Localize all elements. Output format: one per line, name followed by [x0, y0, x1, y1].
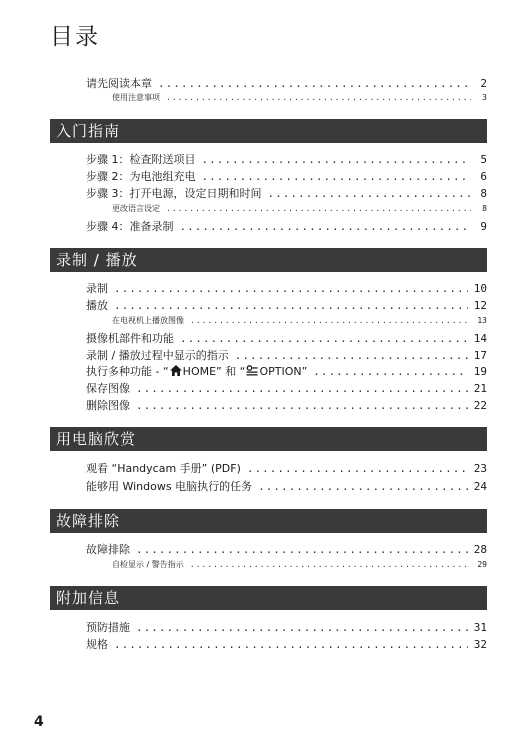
toc-entry-page: 21 — [473, 382, 487, 395]
dot-leader — [114, 298, 468, 313]
dot-leader — [190, 315, 471, 326]
section-heading: 录制 / 播放 — [50, 248, 487, 272]
toc-entry-page: 6 — [480, 170, 487, 183]
toc-entry[interactable] — [86, 542, 487, 557]
toc-entry-label: 录制 / 播放过程中显示的指示 — [86, 349, 229, 362]
toc-entry-label: 自检显示 / 警告指示 — [112, 560, 184, 569]
dot-leader — [258, 479, 468, 494]
toc-entry-page: 9 — [480, 220, 487, 233]
toc-entry-label: 请先阅读本章 — [86, 77, 152, 90]
label-mid: ” 和 “ — [216, 365, 246, 378]
home-icon — [170, 365, 182, 380]
dot-leader — [180, 219, 472, 234]
toc-entry-page: 14 — [473, 332, 487, 345]
toc-entry-label: 播放 — [86, 299, 108, 312]
page-title: 目录 — [50, 24, 100, 50]
toc-entry-page: 8 — [480, 187, 487, 200]
toc-entry[interactable] — [86, 381, 487, 396]
dot-leader — [114, 637, 468, 652]
toc-entry[interactable] — [86, 461, 487, 476]
section-heading: 故障排除 — [50, 509, 487, 533]
toc-subentry[interactable] — [112, 315, 487, 326]
toc-entry-label — [86, 364, 307, 380]
toc-entry[interactable] — [86, 152, 487, 167]
toc-entry-label: 使用注意事项 — [112, 93, 160, 102]
dot-leader — [190, 559, 471, 570]
dot-leader — [180, 331, 468, 346]
section-heading: 用电脑欣赏 — [50, 427, 487, 451]
toc-entry-label: 在电视机上播放图像 — [112, 316, 184, 325]
toc-entry[interactable] — [86, 348, 487, 363]
dot-leader — [247, 461, 468, 476]
dot-leader — [202, 152, 472, 167]
toc-entry-page: 12 — [473, 299, 487, 312]
option-label: OPTION — [259, 365, 302, 378]
home-label: HOME — [182, 365, 217, 378]
dot-leader — [202, 169, 472, 184]
dot-leader — [114, 281, 468, 296]
dot-leader — [136, 398, 468, 413]
toc-entry-label: 删除图像 — [86, 399, 130, 412]
toc-entry[interactable] — [86, 298, 487, 313]
dot-leader — [158, 76, 471, 91]
toc-entry-label: 步骤 4：准备录制 — [86, 220, 174, 233]
toc-entry-label: 步骤 3：打开电源，设定日期和时间 — [86, 187, 262, 200]
toc-entry[interactable] — [86, 331, 487, 346]
toc-entry-label: 保存图像 — [86, 382, 130, 395]
toc-entry[interactable] — [86, 364, 487, 380]
toc-subentry[interactable] — [112, 203, 487, 214]
label-prefix: 执行多种功能 - “ — [86, 365, 169, 378]
toc-entry[interactable] — [86, 479, 487, 494]
toc-entry[interactable] — [86, 186, 487, 201]
toc-entry-label: 规格 — [86, 638, 108, 651]
toc-entry-page: 3 — [482, 93, 487, 102]
toc-entry-page: 8 — [482, 204, 487, 213]
dot-leader — [136, 381, 468, 396]
toc-entry-label: 预防措施 — [86, 621, 130, 634]
toc-entry-label: 观看 “Handycam 手册” (PDF) — [86, 462, 241, 475]
toc-entry[interactable] — [86, 398, 487, 413]
toc-entry-label: 步骤 2：为电池组充电 — [86, 170, 196, 183]
toc-subentry[interactable] — [112, 559, 487, 570]
section-heading: 入门指南 — [50, 119, 487, 143]
toc-entry-label: 更改语言设定 — [112, 204, 160, 213]
toc-entry[interactable] — [86, 637, 487, 652]
toc-entry-page: 5 — [480, 153, 487, 166]
toc-entry[interactable] — [86, 620, 487, 635]
toc-entry-page: 13 — [477, 316, 487, 325]
section-heading: 附加信息 — [50, 586, 487, 610]
toc-entry-label: 摄像机部件和功能 — [86, 332, 174, 345]
toc-entry-page: 22 — [473, 399, 487, 412]
toc-entry-page: 32 — [473, 638, 487, 651]
dot-leader — [136, 620, 468, 635]
dot-leader — [268, 186, 472, 201]
dot-leader — [166, 203, 471, 214]
toc-entry[interactable] — [86, 76, 487, 91]
toc-entry-page: 28 — [473, 543, 487, 556]
dot-leader — [313, 364, 467, 379]
toc-entry-page: 29 — [477, 560, 487, 569]
toc-entry-page: 17 — [473, 349, 487, 362]
toc-entry-label: 故障排除 — [86, 543, 130, 556]
toc-entry-label: 能够用 Windows 电脑执行的任务 — [86, 480, 253, 493]
toc-entry-page: 19 — [473, 365, 487, 378]
page-number: 4 — [34, 714, 44, 730]
toc-entry[interactable] — [86, 219, 487, 234]
toc-subentry[interactable] — [112, 92, 487, 103]
toc-entry[interactable] — [86, 281, 487, 296]
toc-entry-page: 23 — [473, 462, 487, 475]
label-suffix: ” — [301, 365, 308, 378]
toc-entry-label: 录制 — [86, 282, 108, 295]
toc-entry-page: 10 — [473, 282, 487, 295]
option-icon — [246, 365, 258, 380]
toc-entry-label: 步骤 1：检查附送项目 — [86, 153, 196, 166]
dot-leader — [166, 92, 471, 103]
dot-leader — [136, 542, 468, 557]
toc-entry[interactable] — [86, 169, 487, 184]
toc-entry-page: 24 — [473, 480, 487, 493]
toc-entry-page: 31 — [473, 621, 487, 634]
dot-leader — [235, 348, 468, 363]
toc-entry-page: 2 — [480, 77, 487, 90]
